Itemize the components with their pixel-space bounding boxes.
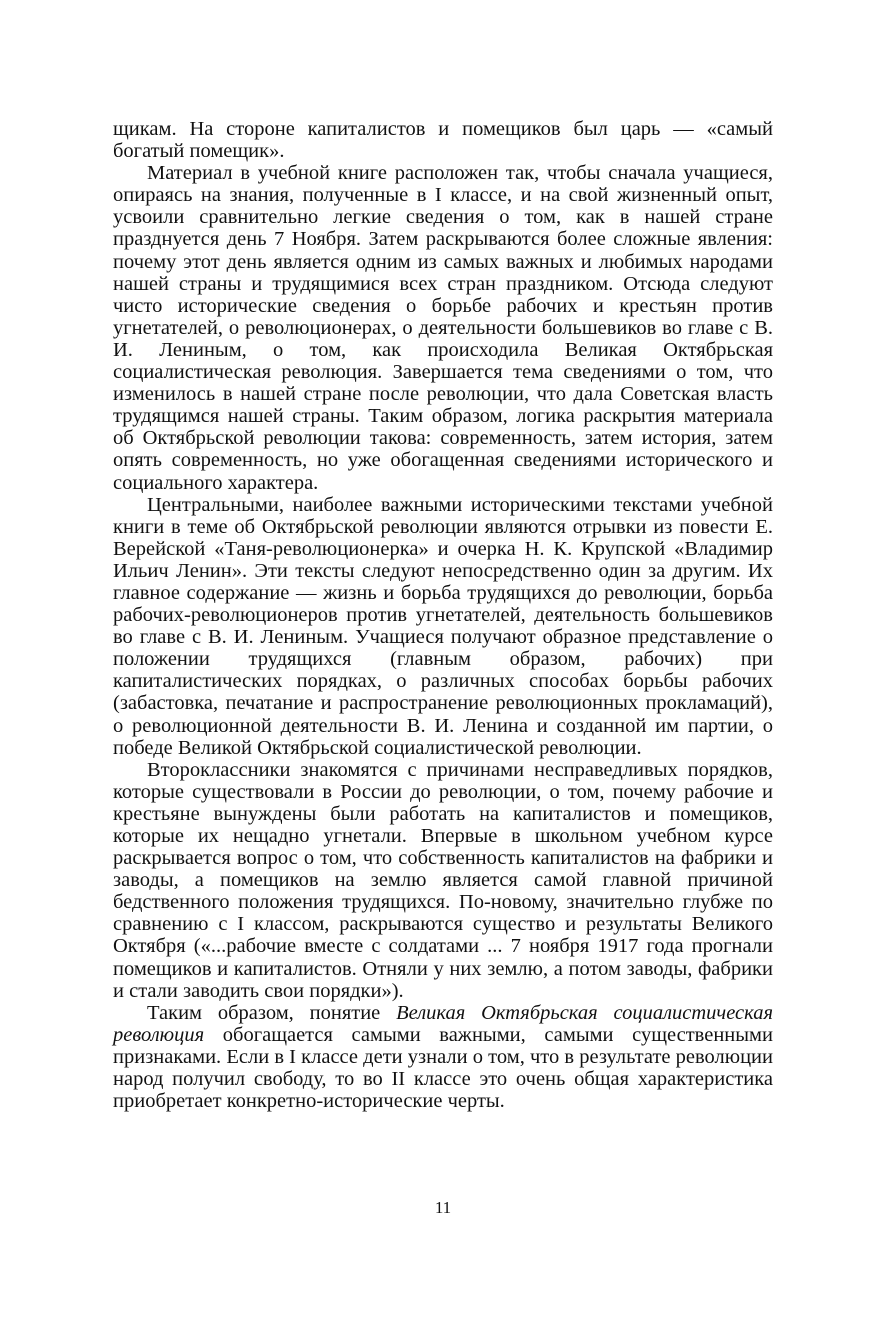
concept-text-after: обогащается самыми важными, самыми существенными признаками. Если в I классе дети узнали о том, что в результате революции народ получил свободу, то во II классе это очень общая характеристика приобретает конкретно-исторические черты.	[113, 1023, 773, 1113]
concept-text-before: Таким образом, понятие	[147, 1001, 397, 1024]
page-body	[113, 118, 773, 1112]
paragraph-central-texts: Центральными, наиболее важными историческими текстами учебной книги в теме об Октябрьской революции являются отрывки из повести Е. Верейской «Таня-революционерка» и очерка Н. К. Крупской «Владимир Ильич Ленин». Эти тексты следуют непосредственно один за другим. Их главное содержание — жизнь и борьба трудящихся до революции, борьба рабочих-революционеров против угнетателей, деятельность большевиков во главе с В. И. Лениным. Учащиеся получают образное представление о положении трудящихся (главным образом, рабочих) при капиталистических порядках, о различных способах борьбы рабочих (забастовка, печатание и распространение революционных прокламаций), о революционной деятельности В. И. Ленина и созданной им партии, о победе Великой Октябрьской социалистической революции.	[113, 493, 773, 759]
main-text	[113, 118, 773, 1112]
paragraph-material-structure: Материал в учебной книге расположен так, чтобы сначала учащиеся, опираясь на знания, полученные в I классе, и на свой жизненный опыт, усвоили сравнительно легкие сведения о том, как в нашей стране празднуется день 7 Ноября. Затем раскрываются более сложные явления: почему этот день является одним из самых важных и любимых народами нашей страны и трудящимися всех стран праздником. Отсюда следуют чисто исторические сведения о борьбе рабочих и крестьян против угнетателей, о революционерах, о деятельности большевиков во главе с В. И. Лениным, о том, как происходила Великая Октябрьская социалистическая революция. Завершается тема сведениями о том, что изменилось в нашей стране после революции, что дала Советская власть трудящимся нашей страны. Таким образом, логика раскрытия материала об Октябрьской революции такова: современность, затем история, затем опять современность, но уже обогащенная сведениями исторического и социального характера.	[113, 162, 773, 494]
concept-italic-term: Великая Октябрьская социалистическая революция	[113, 1001, 773, 1046]
page-number: 11	[434, 1198, 452, 1217]
paragraph-second-graders: Второклассники знакомятся с причинами несправедливых порядков, которые существовали в России до революции, о том, почему рабочие и крестьяне вынуждены были работать на капиталистов и помещиков, которые их нещадно угнетали. Впервые в школьном учебном курсе раскрывается вопрос о том, что собственность капиталистов на фабрики и заводы, а помещиков на землю является самой главной причиной бедственного положения трудящихся. По-новому, значительно глубже по сравнению с I классом, раскрываются существо и результаты Великого Октября («...рабочие вместе с солдатами ... 7 ноября 1917 года прогнали помещиков и капиталистов. Отняли у них землю, а потом заводы, фабрики и стали заводить свои порядки»).	[113, 758, 773, 1002]
paragraph-continued: щикам. На стороне капиталистов и помещиков был царь — «самый богатый помещик».	[113, 118, 773, 163]
paragraph-concept	[113, 1002, 773, 1112]
